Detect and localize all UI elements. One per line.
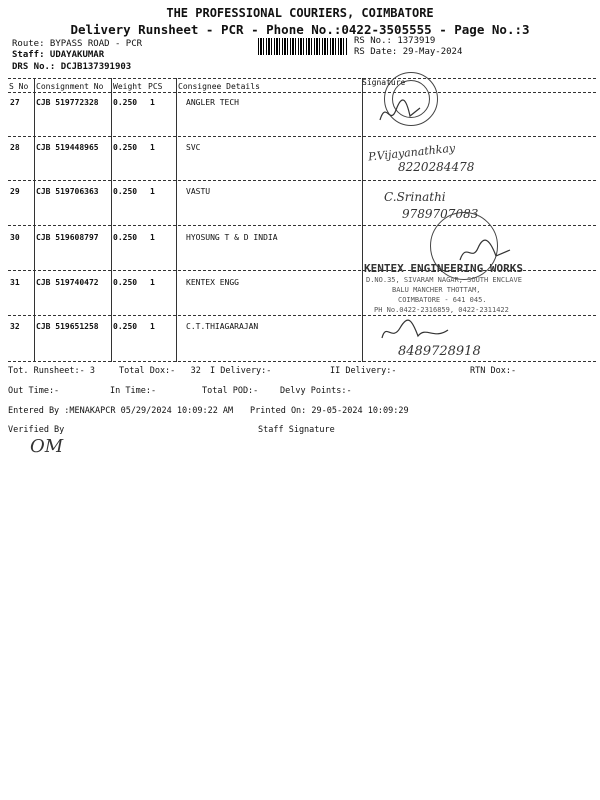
- row-consignment: CJB 519651258: [36, 322, 99, 331]
- row-sno: 28: [10, 143, 20, 152]
- row-weight: 0.250: [113, 278, 138, 287]
- company-stamp-line4: COIMBATORE - 641 045.: [398, 296, 487, 304]
- out-time: Out Time:-: [8, 386, 60, 396]
- row-consignment: CJB 519448965: [36, 143, 99, 152]
- row-pcs: 1: [150, 143, 155, 152]
- i-delivery: I Delivery:-: [210, 366, 272, 376]
- row-consignee: VASTU: [186, 187, 211, 196]
- total-runsheet: Tot. Runsheet:- 3: [8, 366, 95, 376]
- row-pcs: 1: [150, 187, 155, 196]
- row-consignee: HYOSUNG T & D INDIA: [186, 233, 278, 242]
- rtn-dox: RTN Dox:-: [470, 366, 517, 376]
- signature-row32: [378, 318, 458, 346]
- col-signature: Signature: [362, 78, 406, 87]
- row-sno: 31: [10, 278, 20, 287]
- document-title: THE PROFESSIONAL COURIERS, COIMBATORE: [166, 6, 434, 20]
- ii-delivery: II Delivery:-: [330, 366, 397, 376]
- staff-label: Staff: UDAYAKUMAR: [12, 50, 105, 60]
- col-divider: [176, 78, 177, 362]
- row-pcs: 1: [150, 278, 155, 287]
- col-pcs: PCS: [148, 82, 163, 91]
- header-bottom-rule: [8, 92, 596, 93]
- company-stamp-line1: KENTEX ENGINEERING WORKS: [364, 262, 523, 275]
- row-rule: [8, 180, 596, 181]
- row-rule: [8, 136, 596, 137]
- row-sno: 32: [10, 322, 20, 331]
- col-consignment: Consignment No: [36, 82, 104, 91]
- drs-number: DRS No.: DCJB137391903: [12, 62, 132, 72]
- verified-by: Verified By: [8, 425, 65, 435]
- row28-signature-phone: 8220284478: [398, 160, 475, 174]
- total-dox: Total Dox:- 32: [119, 366, 201, 376]
- row28-signature-name: P.Vijayanathkay: [367, 141, 456, 164]
- row-weight: 0.250: [113, 98, 138, 107]
- in-time: In Time:-: [110, 386, 157, 396]
- row-weight: 0.250: [113, 187, 138, 196]
- row-weight: 0.250: [113, 322, 138, 331]
- row29-signature-name: C.Srinathi: [384, 190, 446, 204]
- row-weight: 0.250: [113, 233, 138, 242]
- header-top-rule: [8, 78, 596, 79]
- entered-by: Entered By :MENAKAPCR 05/29/2024 10:09:22 AM: [8, 406, 234, 416]
- row32-signature-phone: 8489728918: [398, 344, 481, 359]
- barcode: [258, 38, 348, 55]
- document-subtitle: Delivery Runsheet - PCR - Phone No.:0422-3505555 - Page No.:3: [70, 22, 530, 37]
- printed-on: Printed On: 29-05-2024 10:09:29: [250, 406, 409, 416]
- row-sno: 29: [10, 187, 20, 196]
- rs-date: RS Date: 29-May-2024: [354, 47, 463, 57]
- col-sno: S No: [9, 82, 29, 91]
- col-divider: [362, 78, 363, 362]
- row-consignee: KENTEX ENGG: [186, 278, 239, 287]
- row-pcs: 1: [150, 98, 155, 107]
- row-rule: [8, 315, 596, 316]
- row-sno: 27: [10, 98, 20, 107]
- row-consignment: CJB 519608797: [36, 233, 99, 242]
- row-sno: 30: [10, 233, 20, 242]
- row-rule: [8, 225, 596, 226]
- col-consignee: Consignee Details: [178, 82, 260, 91]
- staff-signature: Staff Signature: [258, 425, 335, 435]
- row-consignment: CJB 519740472: [36, 278, 99, 287]
- delvy-points: Delvy Points:-: [280, 386, 352, 396]
- route-label: Route: BYPASS ROAD - PCR: [12, 39, 143, 49]
- row-pcs: 1: [150, 233, 155, 242]
- verified-initials: OM: [30, 436, 64, 457]
- company-stamp-line5: PH No.0422-2316859, 0422-2311422: [374, 306, 509, 314]
- row-rule: [8, 361, 596, 362]
- col-weight: Weight: [113, 82, 142, 91]
- row-consignment: CJB 519706363: [36, 187, 99, 196]
- row29-signature-phone: 9789707083: [402, 207, 479, 221]
- row-consignee: ANGLER TECH: [186, 98, 239, 107]
- row-weight: 0.250: [113, 143, 138, 152]
- col-divider: [34, 78, 35, 362]
- col-divider: [111, 78, 112, 362]
- row-consignee: C.T.THIAGARAJAN: [186, 322, 259, 331]
- total-pod: Total POD:-: [202, 386, 259, 396]
- company-stamp-line3: BALU MANCHER THOTTAM,: [392, 286, 481, 294]
- signature-row27: [376, 90, 436, 130]
- row-consignment: CJB 519772328: [36, 98, 99, 107]
- rs-number: RS No.: 1373919: [354, 36, 436, 46]
- row-pcs: 1: [150, 322, 155, 331]
- company-stamp-line2: D.NO.35, SIVARAM NAGAR, SOUTH ENCLAVE: [366, 276, 522, 284]
- row-consignee: SVC: [186, 143, 201, 152]
